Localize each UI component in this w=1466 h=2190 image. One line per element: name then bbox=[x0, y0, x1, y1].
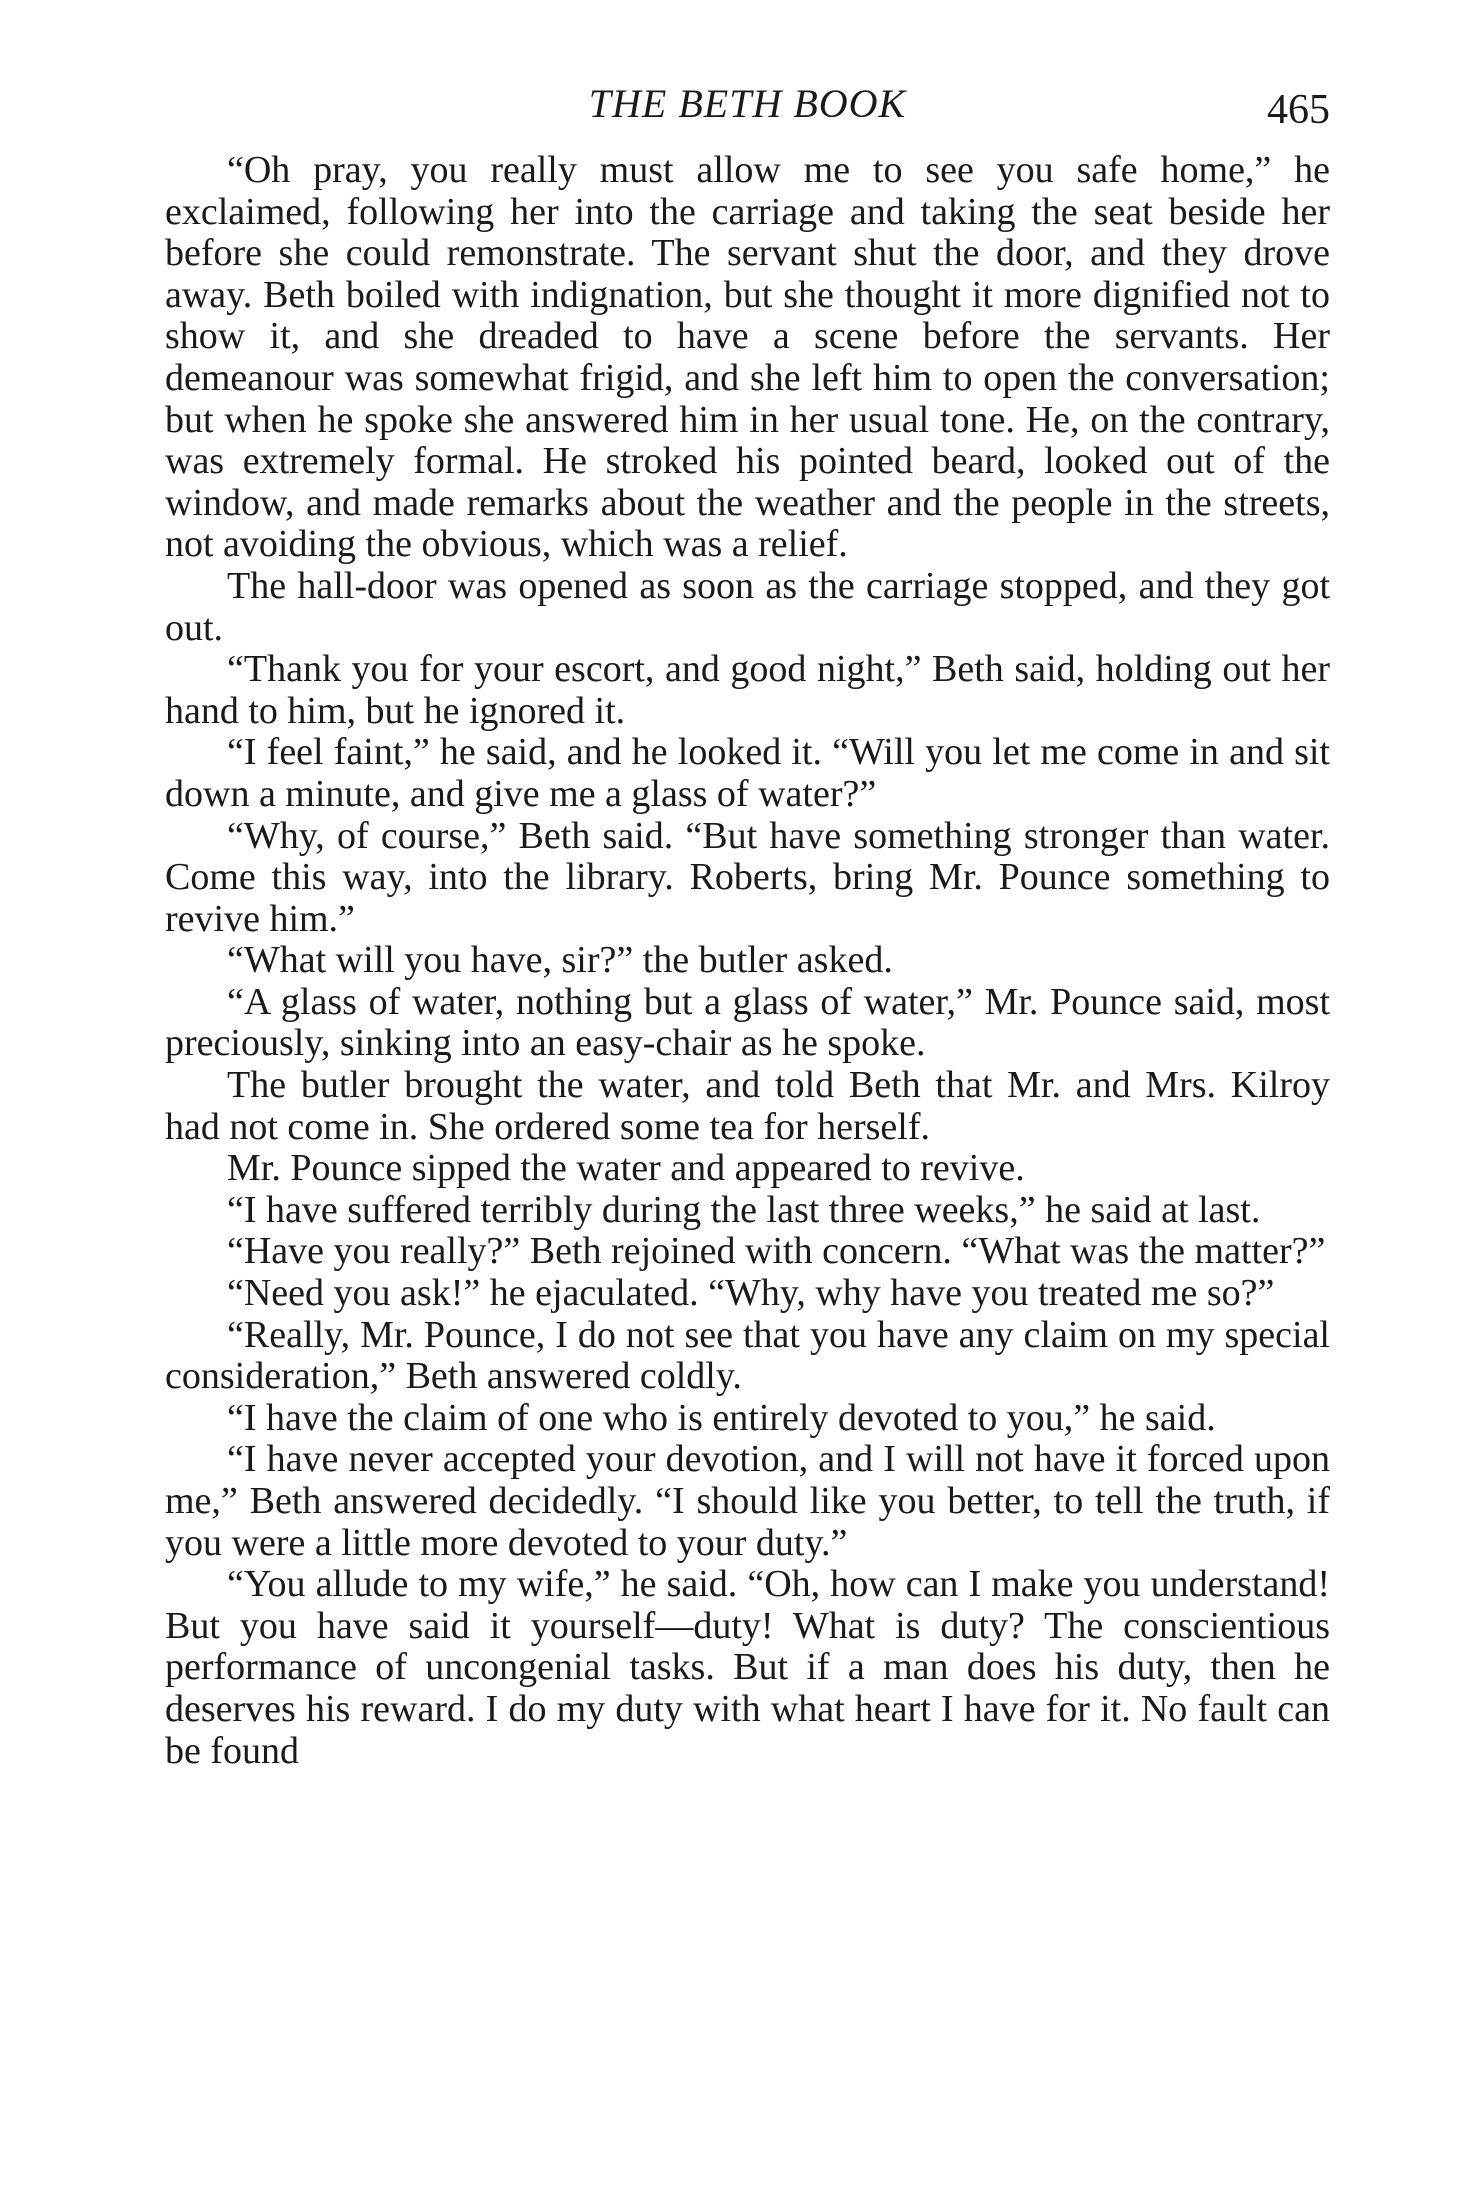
body-text bbox=[165, 150, 1330, 1772]
book-page bbox=[165, 80, 1330, 1772]
paragraph: “Thank you for your escort, and good night,” Beth said, holding out her hand to him, but he ignored it. bbox=[165, 648, 1330, 732]
running-title: THE BETH BOOK bbox=[588, 81, 907, 126]
paragraph: “I feel faint,” he said, and he looked it. “Will you let me come in and sit down a minute, and give me a glass of water?” bbox=[165, 731, 1330, 815]
paragraph: The hall-door was opened as soon as the carriage stopped, and they got out. bbox=[165, 564, 1330, 649]
paragraph: “Really, Mr. Pounce, I do not see that you have any claim on my special consideration,” Beth answered coldly. bbox=[165, 1313, 1330, 1398]
paragraph: “I have suffered terribly during the last three weeks,” he said at last. bbox=[227, 1188, 1261, 1231]
paragraph: “What will you have, sir?” the butler asked. bbox=[227, 939, 893, 982]
paragraph: “A glass of water, nothing but a glass of water,” Mr. Pounce said, most preciously, sinking into an easy-chair as he spoke. bbox=[165, 980, 1330, 1065]
paragraph: “I have the claim of one who is entirely devoted to you,” he said. bbox=[227, 1396, 1216, 1439]
paragraph: The butler brought the water, and told Beth that Mr. and Mrs. Kilroy had not come in. She ordered some tea for herself. bbox=[165, 1064, 1330, 1148]
paragraph: “Need you ask!” he ejaculated. “Why, why have you treated me so?” bbox=[227, 1272, 1275, 1315]
paragraph: “I have never accepted your devotion, and I will not have it forced upon me,” Beth answered decidedly. “I should like you better, to tell the truth, if you were a little more devoted to your duty.” bbox=[165, 1438, 1330, 1564]
paragraph: “Have you really?” Beth rejoined with concern. “What was the matter?” bbox=[227, 1230, 1326, 1273]
paragraph: “Oh pray, you really must allow me to see you safe home,” he exclaimed, following her into the carriage and taking the seat beside her before she could remonstrate. The servant shut the door, and they drove away. Beth boiled with indignation, but she thought it more dignified not to show it, and she dreaded to have a scene before the servants. Her demeanour was somewhat frigid, and she left him to open the conversation; but when he spoke she answered him in her usual tone. He, on the contrary, was extremely formal. He stroked his pointed beard, looked out of the window, and made remarks about the weather and the people in the streets, not avoiding the obvious, which was a relief. bbox=[165, 149, 1330, 566]
paragraph: Mr. Pounce sipped the water and appeared to revive. bbox=[227, 1147, 1025, 1190]
paragraph: “Why, of course,” Beth said. “But have something stronger than water. Come this way, into the library. Roberts, bring Mr. Pounce something to revive him.” bbox=[165, 814, 1330, 940]
running-head bbox=[165, 80, 1330, 150]
page-number: 465 bbox=[1267, 87, 1330, 133]
paragraph: “You allude to my wife,” he said. “Oh, how can I make you understand! But you have said it yourself—duty! What is duty? The conscientious performance of uncongenial tasks. But if a man does his duty, then he deserves his reward. I do my duty with what heart I have for it. No fault can be found bbox=[165, 1563, 1330, 1772]
